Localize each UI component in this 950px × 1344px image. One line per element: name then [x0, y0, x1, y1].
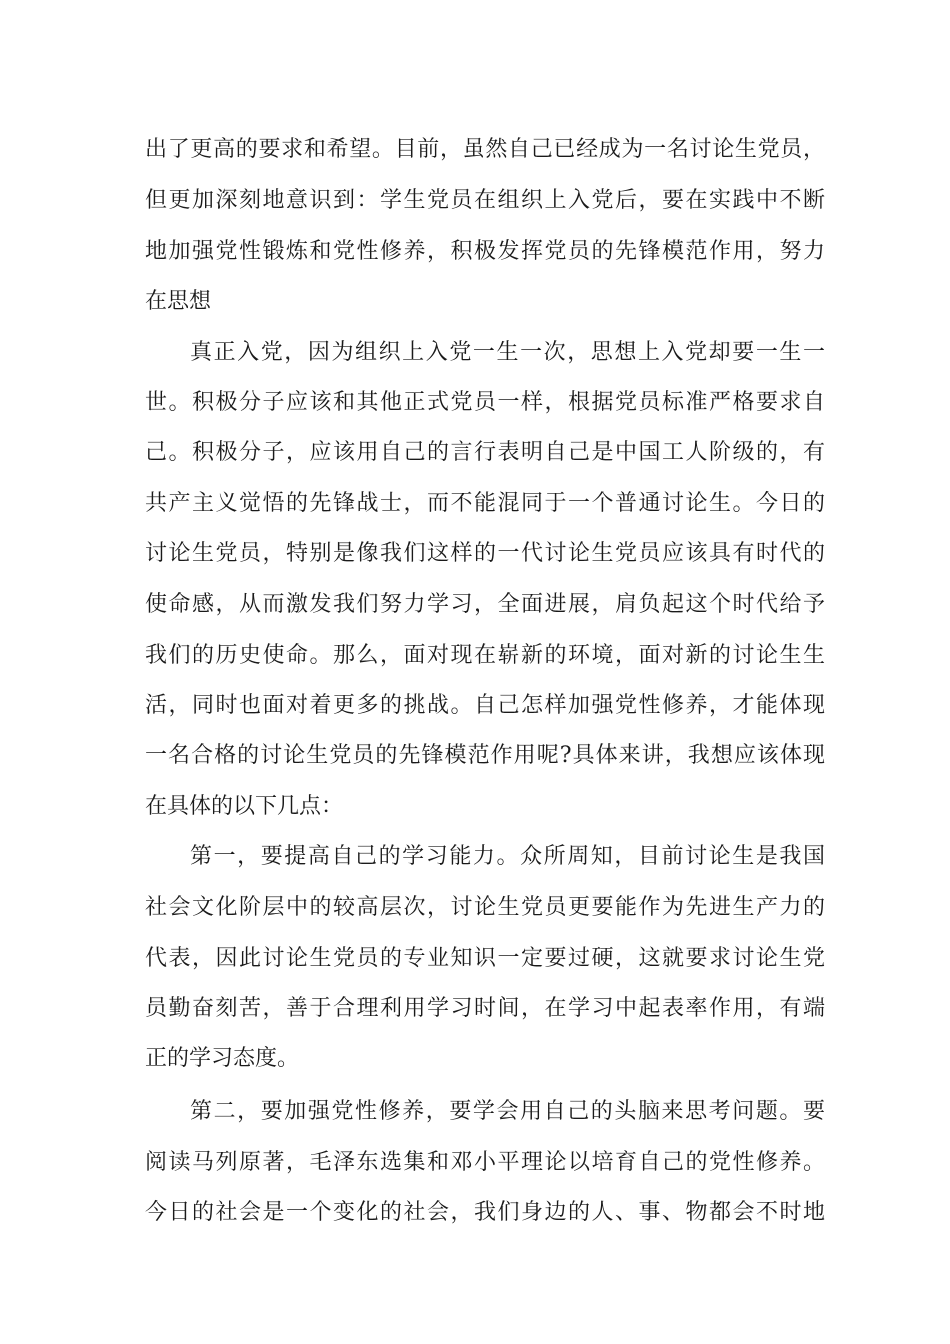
text-line: 在思想: [145, 289, 212, 314]
text-line: 出了更高的要求和希望。目前，虽然自己已经成为一名讨论生党员，: [145, 137, 825, 162]
text-line: 社会文化阶层中的较高层次，讨论生党员更要能作为先进生产力的: [145, 895, 825, 920]
text-line: 活，同时也面对着更多的挑战。自己怎样加强党性修养，才能体现: [145, 693, 825, 718]
text-line: 使命感，从而激发我们努力学习，全面进展，肩负起这个时代给予: [145, 592, 825, 617]
text-line: 地加强党性锻炼和党性修养，积极发挥党员的先锋模范作用，努力: [145, 239, 825, 264]
text-line: 阅读马列原著，毛泽东选集和邓小平理论以培育自己的党性修养。: [145, 1150, 825, 1175]
text-line: 世。积极分子应该和其他正式党员一样，根据党员标准严格要求自: [145, 390, 825, 415]
text-line: 今日的社会是一个变化的社会，我们身边的人、事、物都会不时地: [145, 1200, 825, 1225]
text-line: 一名合格的讨论生党员的先锋模范作用呢?具体来讲，我想应该体现: [145, 743, 825, 768]
text-line: 我们的历史使命。那么，面对现在崭新的环境，面对新的讨论生生: [145, 643, 825, 668]
text-line: 共产主义觉悟的先锋战士，而不能混同于一个普通讨论生。今日的: [145, 491, 825, 516]
paragraph-first-line: 第一，要提高自己的学习能力。众所周知，目前讨论生是我国: [190, 844, 825, 869]
text-line: 己。积极分子，应该用自己的言行表明自己是中国工人阶级的，有: [145, 440, 825, 465]
paragraph-first-line: 第二，要加强党性修养，要学会用自己的头脑来思考问题。要: [190, 1099, 825, 1124]
text-line: 但更加深刻地意识到：学生党员在组织上入党后，要在实践中不断: [145, 188, 825, 213]
text-line: 讨论生党员，特别是像我们这样的一代讨论生党员应该具有时代的: [145, 541, 825, 566]
text-line: 员勤奋刻苦，善于合理利用学习时间，在学习中起表率作用，有端: [145, 996, 825, 1021]
text-line: 在具体的以下几点：: [145, 794, 344, 819]
paragraph-first-line: 真正入党，因为组织上入党一生一次，思想上入党却要一生一: [190, 340, 825, 365]
text-line: 正的学习态度。: [145, 1046, 300, 1071]
text-line: 代表，因此讨论生党员的专业知识一定要过硬，这就要求讨论生党: [145, 946, 825, 971]
